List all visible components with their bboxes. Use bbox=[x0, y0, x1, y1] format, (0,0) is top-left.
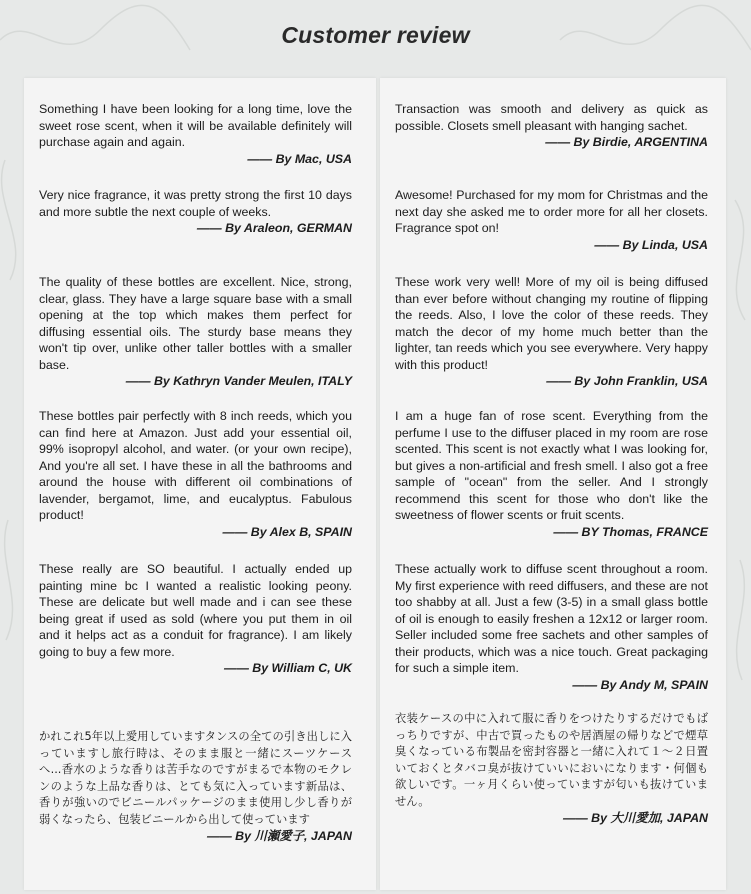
review-kathryn bbox=[39, 274, 352, 390]
review-birdie bbox=[395, 101, 708, 151]
review-author: —— By William C, UK bbox=[224, 661, 352, 675]
review-text: Very nice fragrance, it was pretty strong the first 10 days and more subtle the next couple of weeks. bbox=[39, 188, 352, 219]
review-text: かれこれ5年以上愛用していますタンスの全ての引き出しに入っていますし旅行時は、そのまま服と一緒にスーツケースへ...香水のような香りは苦手なのですがまるで本物のモクレンのような上品な香りは、とても気に入っています新品は、香りが強いのでビニールパッケージのまま使用し少し香りが弱くなったら、包装ビニールから出して使っています bbox=[39, 730, 352, 826]
review-text: Something I have been looking for a long time, love the sweet rose scent, when it will be available definitely will purchase again and again. bbox=[39, 102, 352, 149]
review-author: —— By Mac, USA bbox=[247, 151, 352, 166]
review-text: Transaction was smooth and delivery as quick as possible. Closets smell pleasant with hanging sachet. bbox=[395, 102, 708, 133]
review-william bbox=[39, 561, 352, 677]
review-text: Awesome! Purchased for my mom for Christmas and the next day she asked me to order more for all her closets. Fragrance spot on! bbox=[395, 188, 708, 235]
review-author: —— By Birdie, ARGENTINA bbox=[545, 135, 708, 149]
review-andy bbox=[395, 561, 708, 693]
review-text: These work very well! More of my oil is being diffused than ever before without changing my routine of flipping the reeds. Also, I love the color of these reeds. They match the decor of my home much better than the lighter, tan reeds which you see everywhere. Very happy with this product! bbox=[395, 275, 708, 372]
page-title: Customer review bbox=[281, 22, 470, 48]
review-text: These really are SO beautiful. I actually ended up painting mine bc I wanted a realistic looking peony. These are delicate but well made and i can see these being great if used as sold (where you put them in oil and it helps act as a conduit for fragrance). I am likely going to buy a few more. bbox=[39, 562, 352, 659]
review-author: —— By 川瀬愛子, JAPAN bbox=[206, 829, 352, 843]
review-text: These bottles pair perfectly with 8 inch reeds, which you can find here at Amazon. Just add your essential oil, 99% isopropyl alcohol, and water. (or your own recipe), And you're all set. I have these in all the bathrooms and around the house with different oil combinations of lavender, bergamot, lime, and eucalyptus. Fabulous product! bbox=[39, 409, 352, 522]
review-mac bbox=[39, 101, 352, 167]
review-author: —— By Araleon, GERMAN bbox=[196, 221, 352, 235]
review-author: —— By Andy M, SPAIN bbox=[572, 677, 708, 692]
review-john bbox=[395, 274, 708, 390]
review-text: The quality of these bottles are excellent. Nice, strong, clear, glass. They have a large square base with a small opening at the top which makes them perfect for diffusing essential oils. The sturdy base means they won't tip over, unlike other taller bottles with a smaller base. bbox=[39, 275, 352, 372]
review-author: —— By 大川愛加, JAPAN bbox=[562, 811, 708, 825]
review-author: —— By Linda, USA bbox=[594, 237, 708, 252]
review-kawase bbox=[39, 729, 352, 845]
review-author: —— By Alex B, SPAIN bbox=[222, 524, 352, 539]
review-author: —— By Kathryn Vander Meulen, ITALY bbox=[125, 374, 352, 388]
review-araleon bbox=[39, 187, 352, 237]
review-thomas bbox=[395, 408, 708, 540]
review-text: These actually work to diffuse scent throughout a room. My first experience with reed diffusers, and these are not too shabby at all. Just a few (3-5) in a small glass bottle of oil is enough to easily freshen a 12x12 or larger room. Seller included some free sachets and other samples of their products, which was a nice touch. Great packaging for such a simple item. bbox=[395, 562, 708, 675]
review-author: —— By John Franklin, USA bbox=[546, 374, 708, 388]
review-text: 衣装ケースの中に入れて服に香りをつけたりするだけでもばっちりですが、中古で買ったものや居酒屋の帰りなどで煙草臭くなっている布製品を密封容器と一緒に入れて１～２日置いておくとタバコ臭が抜けていいにおいになります・何個も欲しいです。一ヶ月くらい使っていますが匂いも抜けていません。 bbox=[395, 712, 708, 808]
review-linda bbox=[395, 187, 708, 253]
review-okawa bbox=[395, 711, 708, 827]
review-alex bbox=[39, 408, 352, 540]
review-author: —— BY Thomas, FRANCE bbox=[553, 524, 708, 539]
review-text: I am a huge fan of rose scent. Everything from the perfume I use to the diffuser placed in my room are rose scented. This scent is not exactly what I was looking for, but gives a non-artificial and fresh smell. I also got a free sample of "ocean" from the seller. And I strongly recommend this scent for those who don't like the sweetness of flower scents or fruit scents. bbox=[395, 409, 708, 522]
